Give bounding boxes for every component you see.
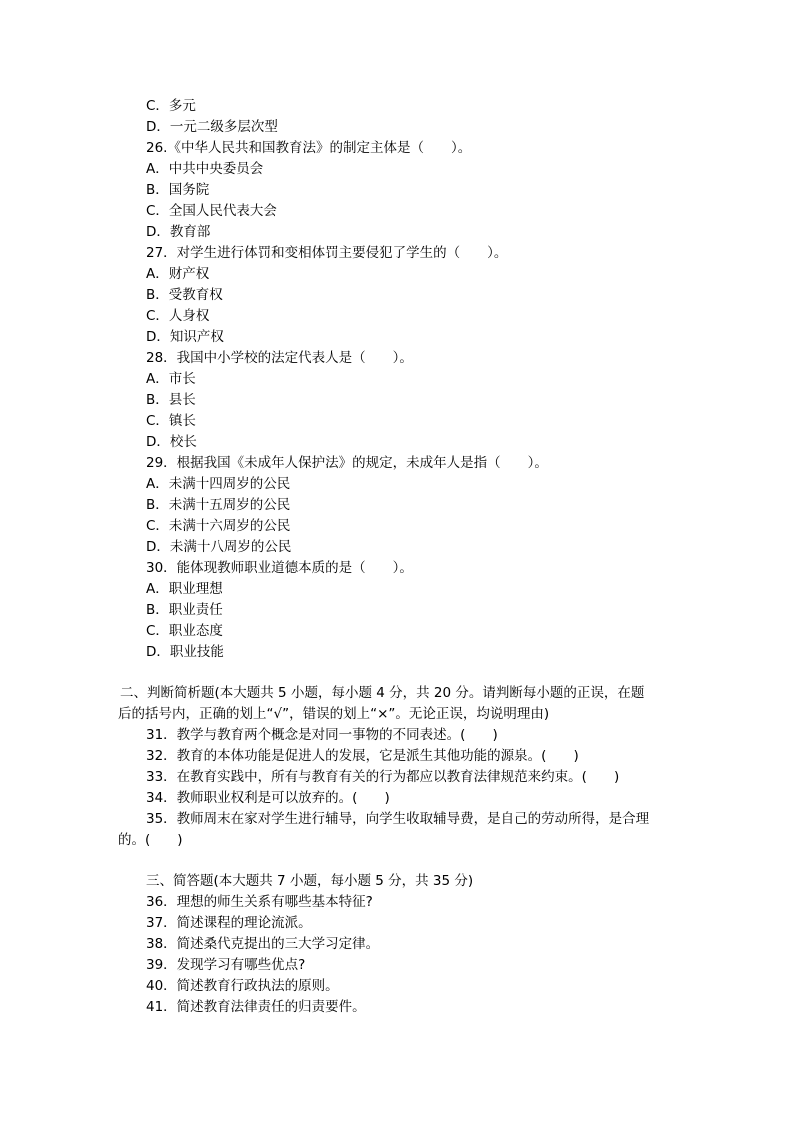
option: B．未满十五周岁的公民 — [146, 497, 291, 513]
short-answer-item: 37．简述课程的理论流派。 — [146, 915, 312, 931]
option: A．市长 — [146, 371, 196, 387]
short-answer-item: 36．理想的师生关系有哪些基本特征? — [146, 894, 373, 910]
option: C．镇长 — [146, 413, 196, 429]
option: B．县长 — [146, 392, 196, 408]
option: C．未满十六周岁的公民 — [146, 518, 291, 534]
question-stem: 26.《中华人民共和国教育法》的制定主体是（ ）。 — [146, 140, 472, 156]
option: D．教育部 — [146, 224, 211, 240]
question-stem: 29．根据我国《未成年人保护法》的规定，未成年人是指（ ）。 — [146, 455, 548, 471]
short-answer-item: 39．发现学习有哪些优点? — [146, 957, 306, 973]
option: C．全国人民代表大会 — [146, 203, 277, 219]
option: D．一元二级多层次型 — [146, 119, 278, 135]
exam-page — [0, 96, 794, 1018]
question-stem: 28．我国中小学校的法定代表人是（ ）。 — [146, 350, 413, 366]
judgment-item: 34．教师职业权利是可以放弃的。( ) — [146, 790, 390, 806]
section-heading-continued: 后的括号内，正确的划上“√”，错误的划上“×”。无论正误，均说明理由) — [118, 706, 550, 722]
option: C．职业态度 — [146, 623, 223, 639]
short-answer-item: 41．简述教育法律责任的归责要件。 — [146, 999, 366, 1015]
option: B．国务院 — [146, 182, 210, 198]
option: A．未满十四周岁的公民 — [146, 476, 291, 492]
option: B．职业责任 — [146, 602, 223, 618]
option: B．受教育权 — [146, 287, 223, 303]
short-answer-item: 38．简述桑代克提出的三大学习定律。 — [146, 936, 380, 952]
judgment-item: 33．在教育实践中，所有与教育有关的行为都应以教育法律规范来约束。( ) — [146, 769, 620, 785]
option: C．人身权 — [146, 308, 210, 324]
option: D．未满十八周岁的公民 — [146, 539, 292, 555]
option: D．校长 — [146, 434, 197, 450]
option: A．财产权 — [146, 266, 210, 282]
short-answer-item: 40．简述教育行政执法的原则。 — [146, 978, 339, 994]
option: C．多元 — [146, 98, 196, 114]
option: D．职业技能 — [146, 644, 224, 660]
section-heading: 三、简答题(本大题共 7 小题，每小题 5 分，共 35 分) — [146, 873, 474, 889]
question-stem: 27．对学生进行体罚和变相体罚主要侵犯了学生的（ ）。 — [146, 245, 508, 261]
section-heading: 二、判断简析题(本大题共 5 小题，每小题 4 分，共 20 分。请判断每小题的正误，在题 — [120, 685, 645, 701]
option: A．职业理想 — [146, 581, 223, 597]
judgment-item: 32．教育的本体功能是促进人的发展，它是派生其他功能的源泉。( ) — [146, 748, 579, 764]
option: A．中共中央委员会 — [146, 161, 264, 177]
question-stem: 30．能体现教师职业道德本质的是（ ）。 — [146, 560, 413, 576]
option: D．知识产权 — [146, 329, 224, 345]
judgment-item: 31．教学与教育两个概念是对同一事物的不同表述。( ) — [146, 727, 498, 743]
judgment-item-continued: 的。( ) — [118, 832, 183, 848]
judgment-item: 35．教师周末在家对学生进行辅导，向学生收取辅导费，是自己的劳动所得，是合理 — [146, 811, 650, 827]
